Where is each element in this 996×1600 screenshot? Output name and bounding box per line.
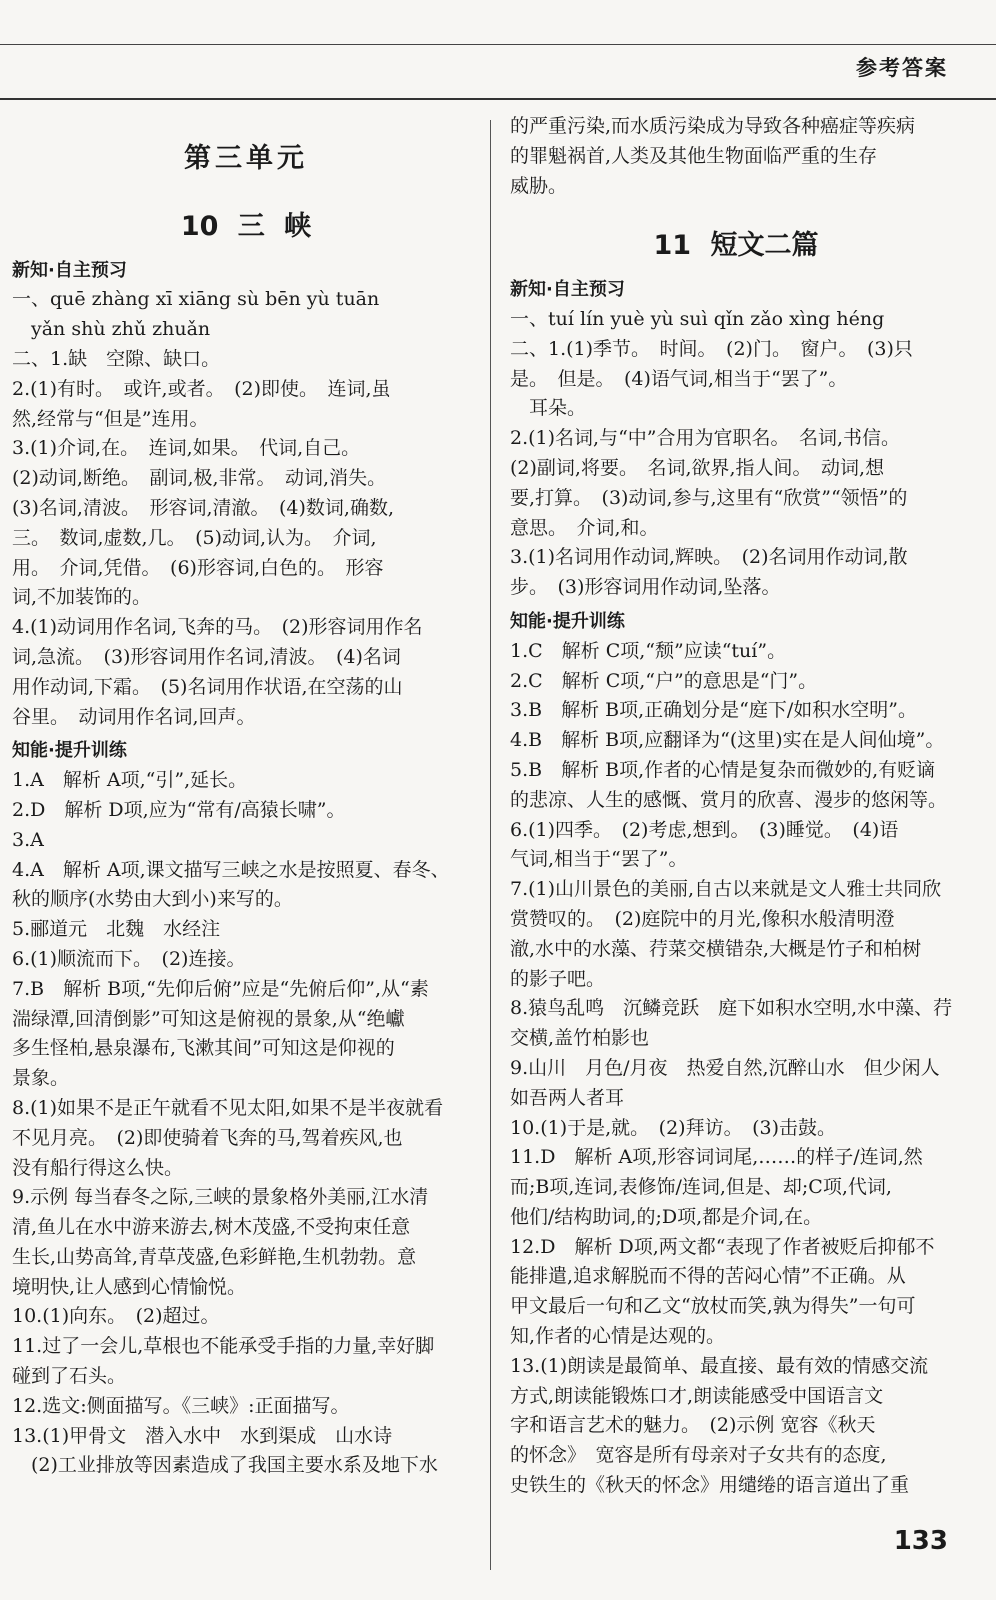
- answer-line: 清,鱼儿在水中游来游去,树木茂盛,不受拘束任意: [12, 1216, 411, 1239]
- answer-line: 8.猿鸟乱鸣 沉鳞竞跃 庭下如积水空明,水中藻、荇: [510, 997, 953, 1020]
- unit-title: 第三单元: [184, 143, 308, 174]
- answer-line: 生长,山势高耸,青草茂盛,色彩鲜艳,生机勃勃。意: [12, 1245, 417, 1268]
- answer-line: 要,打算。 (3)动词,参与,这里有“欣赏”“领悟”的: [510, 486, 908, 509]
- answer-line: 2.(1)有时。 或许,或者。 (2)即使。 连词,虽: [12, 377, 391, 400]
- answer-line: 能排遣,追求解脱而不得的苦闷心情”不正确。从: [510, 1265, 906, 1288]
- section-heading: 知能·提升训练: [510, 610, 625, 632]
- answer-line: 赏赞叹的。 (2)庭院中的月光,像积水般清明澄: [510, 907, 895, 930]
- answer-line: 的怀念》 宽容是所有母亲对子女共有的态度,: [510, 1444, 887, 1467]
- answer-line: 威胁。: [510, 174, 568, 197]
- answer-line: 7.B 解析 B项,“先仰后俯”应是“先俯后仰”,从“素: [12, 977, 429, 1000]
- answer-line: 2.C 解析 C项,“户”的意思是“门”。: [510, 669, 818, 692]
- answer-line: 12.D 解析 D项,两文都“表现了作者被贬后抑郁不: [510, 1235, 935, 1258]
- answer-line: 澈,水中的水藻、荇菜交横错杂,大概是竹子和柏树: [510, 937, 922, 960]
- section-heading: 新知·自主预习: [12, 259, 127, 281]
- answer-line: 11.过了一会儿,草根也不能承受手指的力量,幸好脚: [12, 1335, 435, 1358]
- answer-line: 用作动词,下霜。 (5)名词用作状语,在空荡的山: [12, 675, 403, 698]
- answer-line: 如吾两人者耳: [510, 1086, 625, 1109]
- page-number: 133: [893, 1526, 948, 1556]
- answer-line: 一、quē zhàng xī xiāng sù bēn yù tuān: [12, 288, 380, 311]
- answer-line: 3.B 解析 B项,正确划分是“庭下/如积水空明”。: [510, 699, 917, 722]
- answer-line: 境明快,让人感到心情愉悦。: [12, 1275, 247, 1298]
- answer-line: 甲文最后一句和乙文“放杖而笑,孰为得失”一句可: [510, 1295, 916, 1318]
- lesson-title-2: 11 短文二篇: [653, 230, 819, 262]
- answer-line: 12.选文:侧面描写。《三峡》:正面描写。: [12, 1394, 350, 1417]
- answer-line: 10.(1)于是,就。 (2)拜访。 (3)击鼓。: [510, 1116, 836, 1139]
- answer-line: 秋的顺序(水势由大到小)来写的。: [12, 888, 293, 911]
- left-sections: [12, 256, 480, 1482]
- section-heading: 新知·自主预习: [510, 279, 625, 301]
- answer-line: (2)动词,断绝。 副词,极,非常。 动词,消失。: [12, 467, 387, 490]
- answer-line: 谷里。 动词用作名词,回声。: [12, 705, 256, 728]
- answer-line: 景象。: [12, 1067, 70, 1090]
- answer-line: 史铁生的《秋天的怀念》用缱绻的语言道出了重: [510, 1474, 910, 1497]
- answer-line: 意思。 介词,和。: [510, 516, 659, 539]
- answer-line: 5.郦道元 北魏 水经注: [12, 918, 221, 941]
- column-divider: [490, 120, 491, 1570]
- answer-line: 6.(1)四季。 (2)考虑,想到。 (3)睡觉。 (4)语: [510, 818, 899, 841]
- continuation-text: [510, 112, 962, 201]
- answer-line: 13.(1)朗读是最简单、最直接、最有效的情感交流: [510, 1354, 929, 1377]
- answer-line: 词,急流。 (3)形容词用作名词,清波。 (4)名词: [12, 645, 401, 668]
- answer-line: 7.(1)山川景色的美丽,自古以来就是文人雅士共同欣: [510, 878, 942, 901]
- answer-line: 知,作者的心情是达观的。: [510, 1325, 726, 1348]
- answer-line: 是。 但是。 (4)语气词,相当于“罢了”。: [510, 367, 848, 390]
- answer-line: 6.(1)顺流而下。 (2)连接。: [12, 947, 246, 970]
- answer-line: 他们/结构助词,的;D项,都是介词,在。: [510, 1205, 823, 1228]
- answer-line: 多生怪柏,悬泉瀑布,飞漱其间”可知这是仰视的: [12, 1037, 395, 1060]
- answer-line: 10.(1)向东。 (2)超过。: [12, 1305, 220, 1328]
- answer-line: 13.(1)甲骨文 潜入水中 水到渠成 山水诗: [12, 1424, 393, 1447]
- answer-line: 4.A 解析 A项,课文描写三峡之水是按照夏、春冬、: [12, 858, 450, 881]
- answer-line: 2.D 解析 D项,应为“常有/高猿长啸”。: [12, 798, 346, 821]
- answer-line: 8.(1)如果不是正午就看不见太阳,如果不是半夜就看: [12, 1096, 444, 1119]
- answer-line: 9.示例 每当春冬之际,三峡的景象格外美丽,江水清: [12, 1186, 429, 1209]
- answer-line: 的悲凉、人生的感慨、赏月的欣喜、漫步的悠闲等。: [510, 788, 948, 811]
- answer-line: 4.B 解析 B项,应翻译为“(这里)实在是人间仙境”。: [510, 729, 945, 752]
- answer-line: 3.(1)介词,在。 连词,如果。 代词,自己。: [12, 437, 361, 460]
- header-rule-bottom: [0, 98, 996, 100]
- answer-line: 没有船行得这么快。: [12, 1156, 184, 1179]
- answer-line: 碰到了石头。: [12, 1365, 127, 1388]
- answer-line: 而;B项,连词,表修饰/连词,但是、却;C项,代词,: [510, 1176, 892, 1199]
- answer-line: 一、tuí lín yuè yù suì qǐn zǎo xìng héng: [510, 307, 885, 330]
- answer-line: 字和语言艺术的魅力。 (2)示例 宽容《秋天: [510, 1414, 876, 1437]
- answer-line: yǎn shù zhǔ zhuǎn: [12, 318, 211, 341]
- answer-line: 11.D 解析 A项,形容词词尾,……的样子/连词,然: [510, 1146, 923, 1169]
- header-rule: [0, 44, 996, 45]
- answer-line: 1.A 解析 A项,“引”,延长。: [12, 769, 248, 792]
- answer-line: 耳朵。: [510, 397, 587, 420]
- answer-line: 的罪魁祸首,人类及其他生物面临严重的生存: [510, 144, 878, 167]
- answer-line: 然,经常与“但是”连用。: [12, 407, 209, 430]
- header-title: 参考答案: [856, 56, 948, 80]
- answer-line: 二、1.缺 空隙、缺口。: [12, 347, 221, 370]
- answer-line: 二、1.(1)季节。 时间。 (2)门。 窗户。 (3)只: [510, 337, 913, 360]
- answer-line: (2)工业排放等因素造成了我国主要水系及地下水: [12, 1454, 438, 1477]
- answer-line: 1.C 解析 C项,“颓”应读“tuí”。: [510, 639, 787, 662]
- answer-line: 2.(1)名词,与“中”合用为官职名。 名词,书信。: [510, 427, 901, 450]
- right-sections: [510, 275, 962, 1501]
- answer-line: 9.山川 月色/月夜 热爱自然,沉醉山水 但少闲人: [510, 1056, 940, 1079]
- answer-line: 的严重污染,而水质污染成为导致各种癌症等疾病: [510, 115, 916, 137]
- answer-line: 词,不加装饰的。: [12, 586, 152, 609]
- answer-line: 三。 数词,虚数,几。 (5)动词,认为。 介词,: [12, 526, 377, 549]
- answer-line: 的影子吧。: [510, 967, 606, 990]
- lesson-title: 10 三 峡: [180, 210, 312, 242]
- left-column: [12, 112, 480, 1481]
- answer-line: 不见月亮。 (2)即使骑着飞奔的马,驾着疾风,也: [12, 1126, 403, 1149]
- answer-line: 步。 (3)形容词用作动词,坠落。: [510, 576, 781, 599]
- answer-line: 用。 介词,凭借。 (6)形容词,白色的。 形容: [12, 556, 384, 579]
- right-column: [510, 112, 962, 1501]
- answer-line: 气词,相当于“罢了”。: [510, 848, 688, 871]
- answer-line: (3)名词,清波。 形容词,清澈。 (4)数词,确数,: [12, 496, 394, 519]
- answer-line: 5.B 解析 B项,作者的心情是复杂而微妙的,有贬谪: [510, 758, 936, 781]
- answer-line: 3.(1)名词用作动词,辉映。 (2)名词用作动词,散: [510, 546, 908, 569]
- answer-line: 3.A: [12, 828, 44, 851]
- answer-line: (2)副词,将要。 名词,欲界,指人间。 动词,想: [510, 456, 885, 479]
- section-heading: 知能·提升训练: [12, 740, 127, 762]
- answer-line: 湍绿潭,回清倒影”可知这是俯视的景象,从“绝巘: [12, 1007, 405, 1030]
- answer-line: 4.(1)动词用作名词,飞奔的马。 (2)形容词用作名: [12, 616, 423, 639]
- answer-line: 方式,朗读能锻炼口才,朗读能感受中国语言文: [510, 1384, 884, 1407]
- answer-line: 交横,盖竹柏影也: [510, 1027, 650, 1050]
